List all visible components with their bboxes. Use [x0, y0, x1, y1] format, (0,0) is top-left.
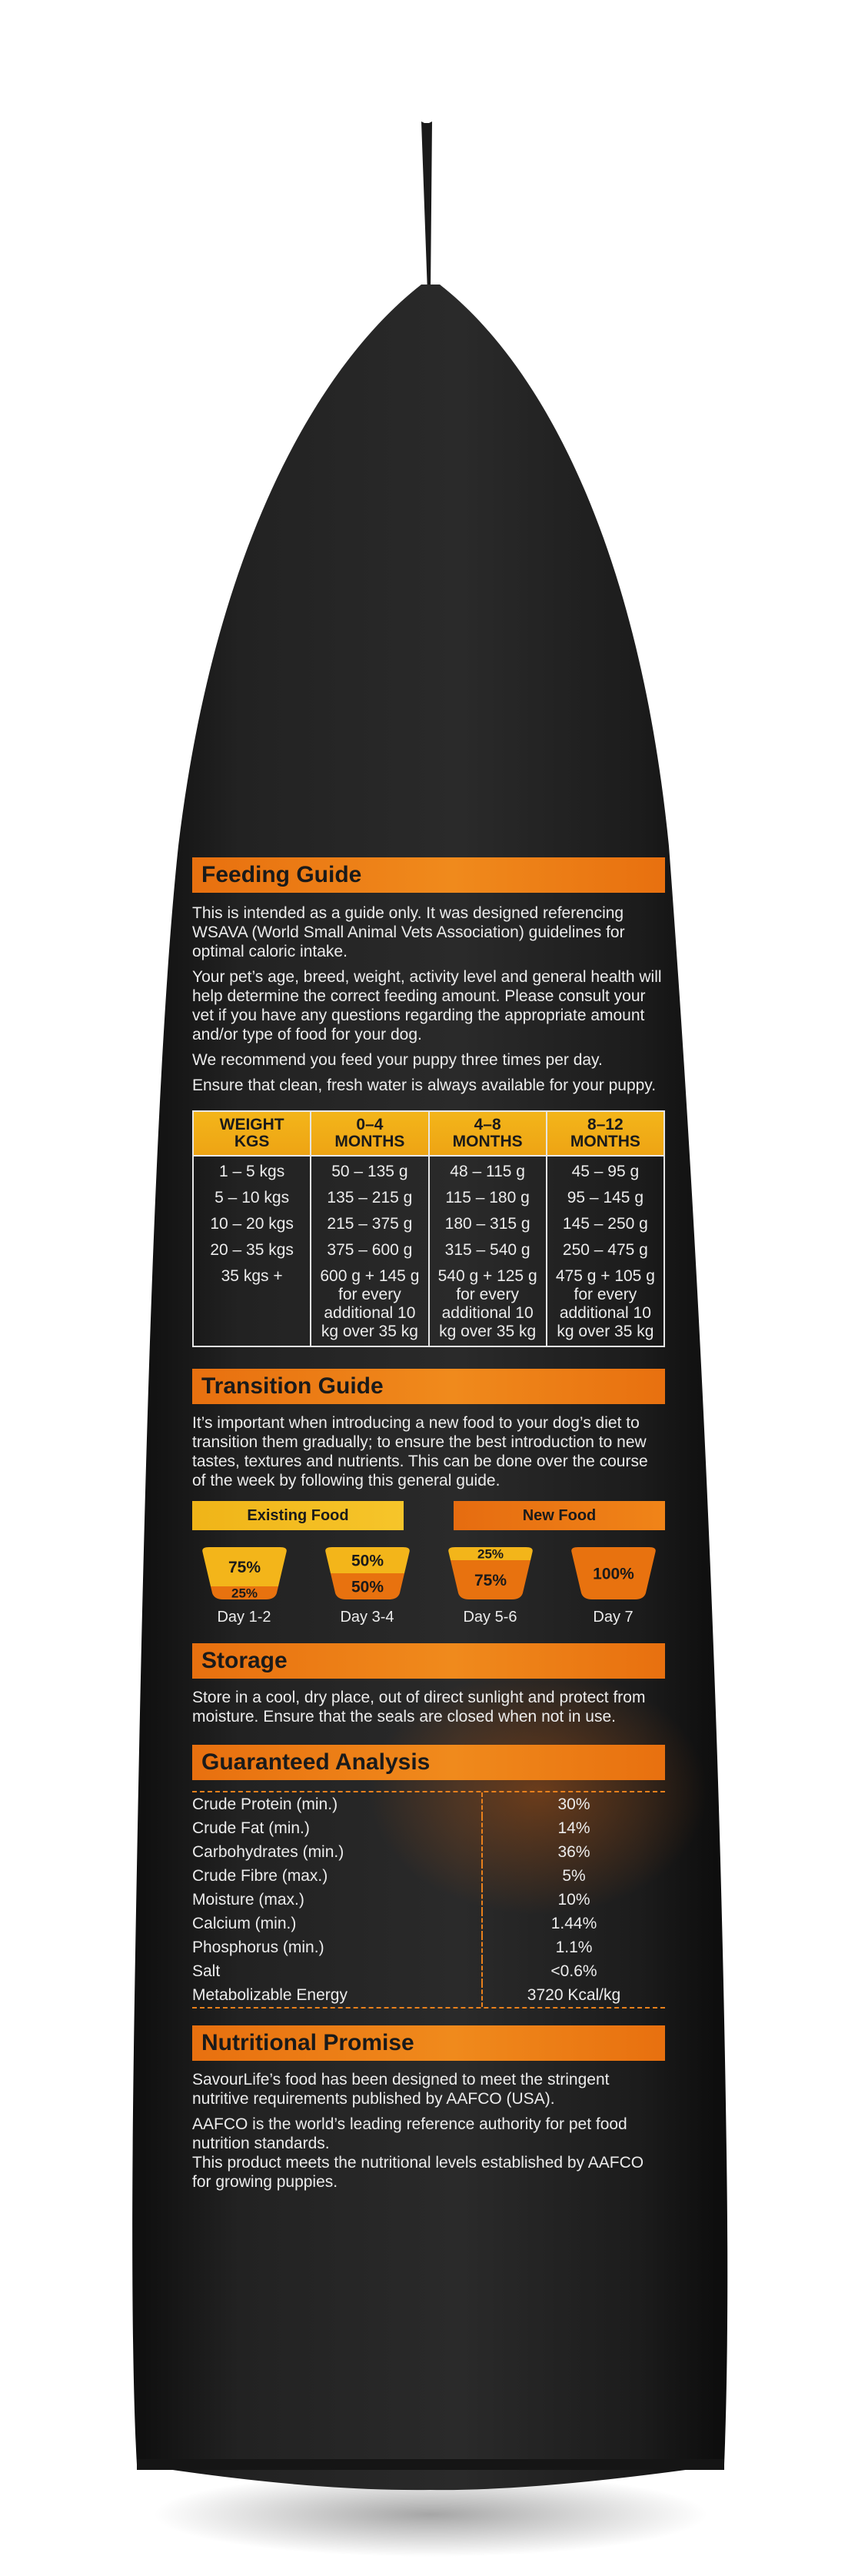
feeding-paragraph: We recommend you feed your puppy three times per day. [192, 1051, 603, 1069]
analysis-value: 1.1% [555, 1939, 593, 1956]
table-cell: 48 – 115 g [429, 1156, 547, 1185]
table-header-4-8-months: 4–8 MONTHS [429, 1111, 547, 1156]
table-cell: 20 – 35 kgs [193, 1237, 311, 1263]
table-row [193, 1185, 664, 1211]
bowl-day-label: Day 5-6 [463, 1609, 517, 1626]
bowl-icon [195, 1543, 294, 1604]
table-cell: 180 – 315 g [429, 1211, 547, 1237]
analysis-row [192, 1816, 665, 1840]
table-cell: 95 – 145 g [547, 1185, 664, 1211]
feeding-guide-section [192, 857, 665, 1347]
analysis-row [192, 1935, 665, 1959]
table-cell: 315 – 540 g [429, 1237, 547, 1263]
table-cell: 145 – 250 g [547, 1211, 664, 1237]
table-row [193, 1211, 664, 1237]
bowl-icon [441, 1543, 540, 1604]
storage-paragraph: Store in a cool, dry place, out of direct sunlight and protect from moisture. Ensure that the seals are closed when not in use. [192, 1689, 646, 1726]
back-panel [192, 857, 665, 2198]
analysis-row [192, 1983, 665, 2007]
bowl-bottom-label: 75% [474, 1571, 507, 1589]
table-cell: 250 – 475 g [547, 1237, 664, 1263]
analysis-label: Phosphorus (min.) [192, 1935, 483, 1959]
table-cell: 1 – 5 kgs [193, 1156, 311, 1185]
analysis-label: Metabolizable Energy [192, 1983, 483, 2007]
transition-bowls [192, 1543, 665, 1626]
table-header-weight: WEIGHT KGS [193, 1111, 311, 1156]
bag-hanger [421, 121, 432, 292]
analysis-table [192, 1791, 665, 2009]
analysis-label: Crude Protein (min.) [192, 1792, 483, 1816]
analysis-row [192, 1792, 665, 1816]
table-cell: 600 g + 145 g for every additional 10 kg over 35 kg [311, 1263, 428, 1346]
storage-section [192, 1643, 665, 1726]
transition-paragraph: It’s important when introducing a new food to your dog’s diet to transition them gradually; to ensure the best introduction to new tastes, textures and nutrients. This can be done over the course of the week by following this general guide. [192, 1414, 648, 1489]
guaranteed-analysis-title: Guaranteed Analysis [192, 1745, 665, 1780]
analysis-value: 5% [562, 1867, 586, 1885]
nutritional-promise-section [192, 2025, 665, 2192]
table-header-0-4-months: 0–4 MONTHS [311, 1111, 428, 1156]
table-cell: 375 – 600 g [311, 1237, 428, 1263]
bowl-icon [564, 1543, 663, 1604]
storage-title: Storage [192, 1643, 665, 1679]
table-row [193, 1263, 664, 1346]
bowl-top-label: 25% [477, 1546, 504, 1562]
food-legend [192, 1501, 665, 1530]
table-cell: 45 – 95 g [547, 1156, 664, 1185]
bowl-day-label: Day 1-2 [217, 1609, 271, 1626]
analysis-label: Crude Fibre (max.) [192, 1864, 483, 1888]
table-cell: 475 g + 105 g for every additional 10 kg over 35 kg [547, 1263, 664, 1346]
analysis-label: Carbohydrates (min.) [192, 1840, 483, 1864]
table-cell: 35 kgs + [193, 1263, 311, 1346]
analysis-value: 3720 Kcal/kg [527, 1986, 621, 2004]
bowl-icon [318, 1543, 417, 1604]
feeding-paragraph: Ensure that clean, fresh water is always available for your puppy. [192, 1077, 657, 1094]
guaranteed-analysis-section [192, 1745, 665, 2009]
table-cell: 50 – 135 g [311, 1156, 428, 1185]
analysis-row [192, 1840, 665, 1864]
existing-food-label: Existing Food [192, 1501, 404, 1530]
analysis-value: 1.44% [550, 1915, 597, 1932]
analysis-value: <0.6% [550, 1962, 597, 1980]
bowl-day-5-6 [438, 1543, 542, 1626]
analysis-row [192, 1888, 665, 1912]
bowl-day-7 [561, 1543, 665, 1626]
feeding-paragraph: This is intended as a guide only. It was designed referencing WSAVA (World Small Animal Vets Association) guidelines for optimal caloric intake. [192, 904, 625, 960]
analysis-row [192, 1864, 665, 1888]
bowl-top-label: 75% [228, 1558, 261, 1576]
promise-paragraph: SavourLife’s food has been designed to meet the stringent nutritive requirements published by AAFCO (USA). [192, 2071, 610, 2108]
analysis-value: 14% [557, 1819, 590, 1837]
analysis-value: 30% [557, 1796, 590, 1813]
feeding-guide-title: Feeding Guide [192, 857, 665, 893]
bowl-day-3-4 [315, 1543, 419, 1626]
analysis-value: 10% [557, 1891, 590, 1909]
table-cell: 5 – 10 kgs [193, 1185, 311, 1211]
bowl-bottom-label: 25% [231, 1586, 258, 1601]
analysis-label: Calcium (min.) [192, 1912, 483, 1935]
bowl-day-label: Day 3-4 [340, 1609, 394, 1626]
bowl-day-1-2 [192, 1543, 296, 1626]
bowl-day-label: Day 7 [593, 1609, 634, 1626]
table-cell: 215 – 375 g [311, 1211, 428, 1237]
table-cell: 135 – 215 g [311, 1185, 428, 1211]
analysis-label: Salt [192, 1959, 483, 1983]
transition-guide-title: Transition Guide [192, 1369, 665, 1404]
table-row [193, 1156, 664, 1185]
new-food-label: New Food [454, 1501, 665, 1530]
bowl-top-label: 50% [351, 1552, 384, 1570]
promise-paragraph: AAFCO is the world’s leading reference authority for pet food nutrition standards. This product meets the nutritional levels established by AAFCO for growing puppies. [192, 2115, 644, 2191]
nutritional-promise-title: Nutritional Promise [192, 2025, 665, 2061]
analysis-label: Moisture (max.) [192, 1888, 483, 1912]
analysis-label: Crude Fat (min.) [192, 1816, 483, 1840]
analysis-row [192, 1912, 665, 1935]
table-cell: 10 – 20 kgs [193, 1211, 311, 1237]
bowl-bottom-label: 100% [592, 1565, 634, 1583]
table-row [193, 1237, 664, 1263]
table-cell: 540 g + 125 g for every additional 10 kg over 35 kg [429, 1263, 547, 1346]
feeding-table [192, 1110, 665, 1347]
table-cell: 115 – 180 g [429, 1185, 547, 1211]
bowl-bottom-label: 50% [351, 1578, 384, 1596]
analysis-row [192, 1959, 665, 1983]
table-header-8-12-months: 8–12 MONTHS [547, 1111, 664, 1156]
feeding-paragraph: Your pet’s age, breed, weight, activity level and general health will help determine the correct feeding amount. Please consult your vet if you have any questions regarding the appropriate amount and/or type of food for your dog. [192, 968, 662, 1043]
transition-guide-section [192, 1369, 665, 1626]
analysis-value: 36% [557, 1843, 590, 1861]
